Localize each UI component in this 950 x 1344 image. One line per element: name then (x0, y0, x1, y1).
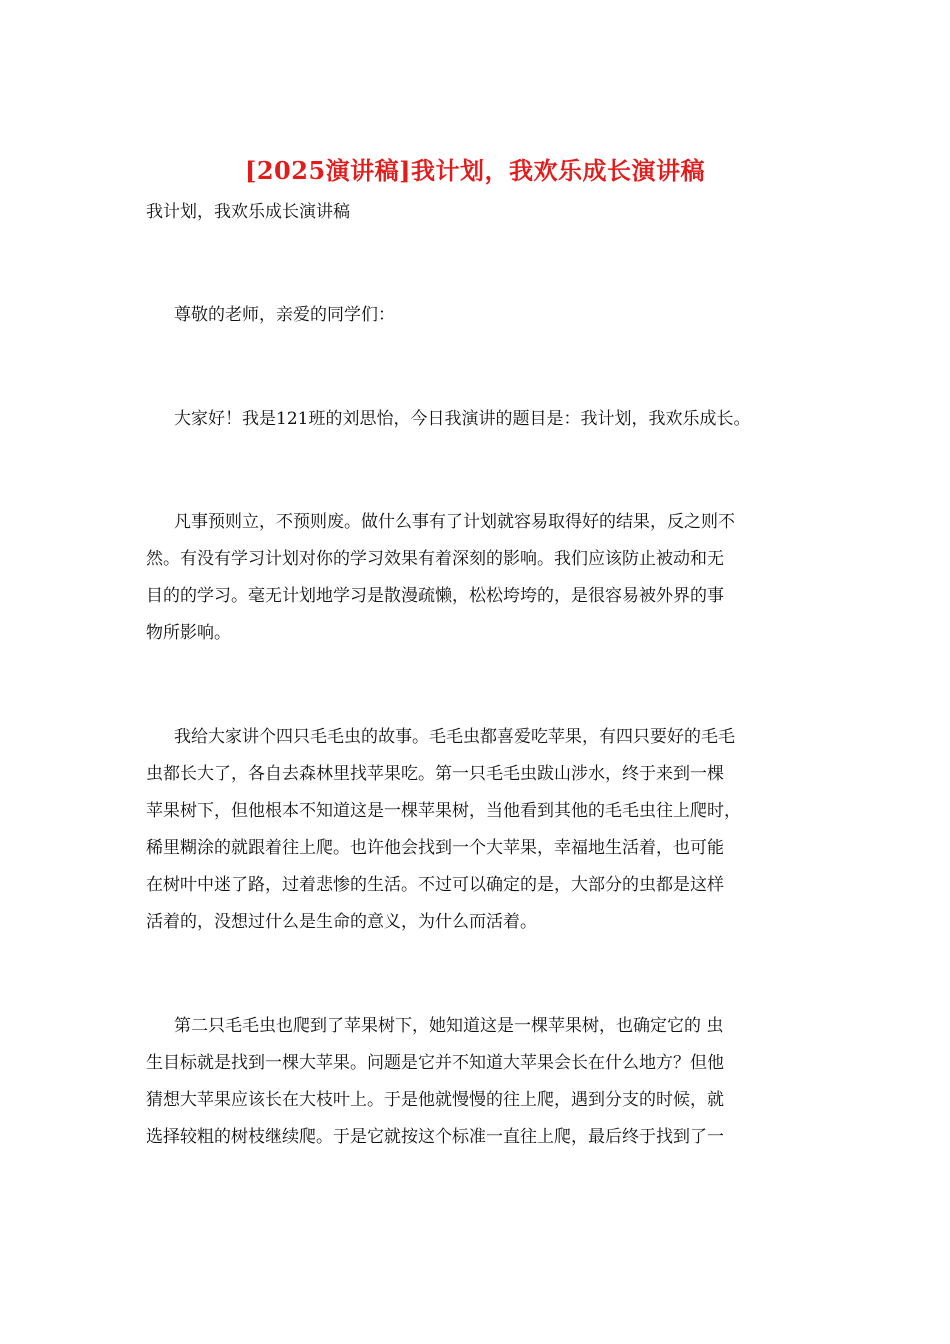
paragraph-3-line: 生目标就是找到一棵大苹果。问题是它并不知道大苹果会长在什么地方？但他 (146, 1053, 724, 1073)
paragraph-2-line: 稀里糊涂的就跟着往上爬。也许他会找到一个大苹果，幸福地生活着，也可能 (146, 838, 724, 858)
paragraph-2-line: 我给大家讲个四只毛毛虫的故事。毛毛虫都喜爱吃苹果，有四只要好的毛毛 (174, 727, 735, 747)
paragraph-3-line: 第二只毛毛虫也爬到了苹果树下，她知道这是一棵苹果树，也确定它的 虫 (174, 1016, 724, 1036)
paragraph-3-line: 猜想大苹果应该长在大枝叶上。于是他就慢慢的往上爬，遇到分支的时候，就 (146, 1090, 724, 1110)
document-title: [2025演讲稿]我计划，我欢乐成长演讲稿 (244, 156, 705, 185)
paragraph-2-line: 在树叶中迷了路，过着悲惨的生活。不过可以确定的是，大部分的虫都是这样 (146, 875, 724, 895)
paragraph-1-line: 目的的学习。毫无计划地学习是散漫疏懒，松松垮垮的，是很容易被外界的事 (146, 586, 724, 606)
paragraph-3-line: 选择较粗的树枝继续爬。于是它就按这个标准一直往上爬，最后终于找到了一 (146, 1127, 724, 1147)
paragraph-2-line: 活着的，没想过什么是生命的意义，为什么而活着。 (146, 912, 537, 932)
paragraph-1-line: 然。有没有学习计划对你的学习效果有着深刻的影响。我们应该防止被动和无 (146, 549, 724, 569)
paragraph-1-line: 物所影响。 (146, 623, 231, 643)
paragraph-2-line: 虫都长大了，各自去森林里找苹果吃。第一只毛毛虫跋山涉水，终于来到一棵 (146, 764, 724, 784)
intro-paragraph: 大家好！我是121班的刘思怡，今日我演讲的题目是：我计划，我欢乐成长。 (174, 409, 751, 429)
greeting: 尊敬的老师，亲爱的同学们： (174, 305, 395, 325)
document-subtitle: 我计划，我欢乐成长演讲稿 (146, 202, 350, 222)
paragraph-1-line: 凡事预则立，不预则废。做什么事有了计划就容易取得好的结果，反之则不 (174, 512, 735, 532)
paragraph-2-line: 苹果树下，但他根本不知道这是一棵苹果树，当他看到其他的毛毛虫往上爬时， (146, 801, 741, 821)
